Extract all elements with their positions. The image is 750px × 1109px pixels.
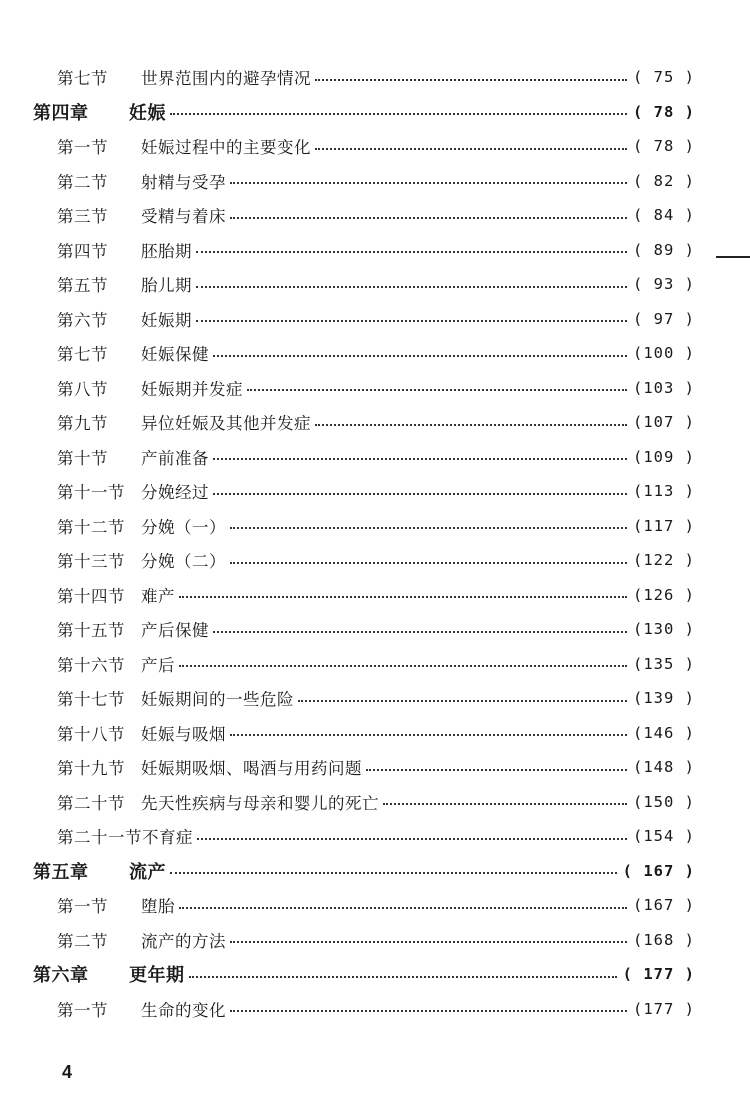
toc-entry-title: 异位妊娠及其他并发症 <box>141 414 311 434</box>
toc-entry-title: 生命的变化 <box>141 1000 226 1020</box>
toc-entry-title: 妊娠与吸烟 <box>141 724 226 744</box>
toc-entry-page: (107 ) <box>633 413 695 432</box>
toc-entry-title: 流产 <box>129 861 166 883</box>
toc-entry-page: (126 ) <box>633 585 695 604</box>
toc-entry-number: 第一节 <box>57 1000 108 1020</box>
toc-entry-page: (139 ) <box>633 689 695 708</box>
toc-entry-page: ( 84 ) <box>633 206 695 225</box>
toc-entry-page: (135 ) <box>633 654 695 673</box>
toc-chapter-row <box>0 854 750 889</box>
toc-entry-title: 不育症 <box>142 828 193 848</box>
dot-leader <box>230 561 627 564</box>
toc-entry-number: 第十一节 <box>57 483 125 503</box>
toc-section-row <box>0 543 750 578</box>
toc-section-row <box>0 681 750 716</box>
toc-entry-title: 产前准备 <box>141 448 209 468</box>
toc-entry-page: ( 97 ) <box>633 309 695 328</box>
dot-leader <box>383 802 627 805</box>
toc-entry-number: 第十节 <box>57 448 108 468</box>
toc-section-row <box>0 371 750 406</box>
dot-leader <box>230 181 627 184</box>
toc-entry-page: ( 177 ) <box>622 965 695 984</box>
toc-entry-number: 第四章 <box>33 102 89 124</box>
toc-entry-number: 第十二节 <box>57 517 125 537</box>
toc-entry-number: 第八节 <box>57 379 108 399</box>
toc-entry-number: 第十三节 <box>57 552 125 572</box>
dot-leader <box>230 733 627 736</box>
toc-section-row <box>0 612 750 647</box>
toc-section-row <box>0 647 750 682</box>
dot-leader <box>213 492 627 495</box>
toc-entry-page: (177 ) <box>633 999 695 1018</box>
toc-entry-page: ( 78 ) <box>633 102 695 121</box>
page-number: 4 <box>62 1062 73 1082</box>
toc-entry-title: 妊娠期 <box>141 310 192 330</box>
toc-section-row <box>0 474 750 509</box>
toc-entry-number: 第二十一节 <box>57 828 142 848</box>
toc-entry-page: (150 ) <box>633 792 695 811</box>
toc-entry-number: 第十五节 <box>57 621 125 641</box>
toc-entry-page: ( 167 ) <box>622 861 695 880</box>
dot-leader <box>298 699 627 702</box>
toc-section-row <box>0 60 750 95</box>
toc-section-row <box>0 785 750 820</box>
dot-leader <box>230 216 627 219</box>
dot-leader <box>247 388 627 391</box>
toc-entry-number: 第十六节 <box>57 655 125 675</box>
toc-entry-page: (122 ) <box>633 551 695 570</box>
toc-section-row <box>0 233 750 268</box>
toc-entry-number: 第七节 <box>57 69 108 89</box>
toc-section-row <box>0 992 750 1027</box>
toc-entry-title: 受精与着床 <box>141 207 226 227</box>
toc-entry-number: 第五节 <box>57 276 108 296</box>
toc-section-row <box>0 440 750 475</box>
toc-entry-number: 第六章 <box>33 965 89 987</box>
dot-leader <box>366 768 627 771</box>
toc-entry-number: 第一节 <box>57 138 108 158</box>
toc-entry-page: (130 ) <box>633 620 695 639</box>
dot-leader <box>315 423 627 426</box>
dot-leader <box>213 457 627 460</box>
toc-section-row <box>0 578 750 613</box>
toc-entry-title: 产后 <box>141 655 175 675</box>
toc-section-row <box>0 819 750 854</box>
toc-entry-page: (146 ) <box>633 723 695 742</box>
toc-section-row <box>0 716 750 751</box>
toc-entry-page: ( 82 ) <box>633 171 695 190</box>
toc-entry-page: ( 78 ) <box>633 137 695 156</box>
toc-entry-title: 先天性疾病与母亲和婴儿的死亡 <box>141 793 379 813</box>
toc-entry-number: 第三节 <box>57 207 108 227</box>
toc-section-row <box>0 405 750 440</box>
toc-entry-title: 分娩（二） <box>141 552 226 572</box>
toc-entry-number: 第五章 <box>33 861 89 883</box>
toc-entry-number: 第七节 <box>57 345 108 365</box>
toc-entry-number: 第九节 <box>57 414 108 434</box>
toc-entry-page: (167 ) <box>633 896 695 915</box>
toc-entry-page: (109 ) <box>633 447 695 466</box>
toc-entry-title: 世界范围内的避孕情况 <box>141 69 311 89</box>
toc-entry-page: (103 ) <box>633 378 695 397</box>
toc-entry-title: 胚胎期 <box>141 241 192 261</box>
toc-chapter-row <box>0 95 750 130</box>
toc-entry-number: 第二十节 <box>57 793 125 813</box>
toc-entry-page: (154 ) <box>633 827 695 846</box>
toc-entry-title: 难产 <box>141 586 175 606</box>
toc-entry-title: 妊娠过程中的主要变化 <box>141 138 311 158</box>
dot-leader <box>179 664 627 667</box>
toc-entry-number: 第十七节 <box>57 690 125 710</box>
toc-entry-number: 第二节 <box>57 931 108 951</box>
toc-entry-page: ( 75 ) <box>633 68 695 87</box>
dot-leader <box>213 354 627 357</box>
toc-entry-title: 妊娠期间的一些危险 <box>141 690 294 710</box>
toc-entry-number: 第二节 <box>57 172 108 192</box>
dot-leader <box>189 975 617 978</box>
toc-section-row <box>0 302 750 337</box>
toc-entry-page: (113 ) <box>633 482 695 501</box>
toc-entry-title: 分娩经过 <box>141 483 209 503</box>
toc-section-row <box>0 888 750 923</box>
dot-leader <box>179 906 627 909</box>
dot-leader <box>179 595 627 598</box>
dot-leader <box>170 871 617 874</box>
toc-chapter-row <box>0 957 750 992</box>
toc-entry-page: (148 ) <box>633 758 695 777</box>
dot-leader <box>230 526 627 529</box>
toc-entry-title: 射精与受孕 <box>141 172 226 192</box>
dot-leader <box>213 630 627 633</box>
dot-leader <box>196 319 627 322</box>
dot-leader <box>315 78 627 81</box>
toc-section-row <box>0 129 750 164</box>
toc-section-row <box>0 923 750 958</box>
toc-entry-page: (117 ) <box>633 516 695 535</box>
toc-entry-number: 第一节 <box>57 897 108 917</box>
toc-entry-title: 妊娠 <box>129 102 166 124</box>
toc-entry-title: 堕胎 <box>141 897 175 917</box>
dot-leader <box>197 837 627 840</box>
toc-entry-title: 流产的方法 <box>141 931 226 951</box>
toc-entry-title: 分娩（一） <box>141 517 226 537</box>
dot-leader <box>170 112 627 115</box>
toc-entry-title: 胎儿期 <box>141 276 192 296</box>
toc-entry-title: 妊娠保健 <box>141 345 209 365</box>
toc-section-row <box>0 164 750 199</box>
dot-leader <box>315 147 627 150</box>
toc-section-row <box>0 198 750 233</box>
dot-leader <box>230 1009 627 1012</box>
toc-entry-page: (100 ) <box>633 344 695 363</box>
dot-leader <box>230 940 627 943</box>
toc-entry-title: 妊娠期吸烟、喝酒与用药问题 <box>141 759 362 779</box>
toc-entry-number: 第四节 <box>57 241 108 261</box>
dot-leader <box>196 285 627 288</box>
toc-section-row <box>0 336 750 371</box>
toc-entry-page: ( 89 ) <box>633 240 695 259</box>
toc-section-row <box>0 750 750 785</box>
table-of-contents <box>0 60 750 1026</box>
margin-pencil-mark <box>716 256 750 258</box>
toc-section-row <box>0 267 750 302</box>
toc-entry-number: 第十四节 <box>57 586 125 606</box>
toc-entry-number: 第十九节 <box>57 759 125 779</box>
toc-entry-page: ( 93 ) <box>633 275 695 294</box>
toc-section-row <box>0 509 750 544</box>
toc-entry-number: 第十八节 <box>57 724 125 744</box>
toc-entry-page: (168 ) <box>633 930 695 949</box>
dot-leader <box>196 250 627 253</box>
toc-entry-title: 更年期 <box>129 965 185 987</box>
toc-entry-number: 第六节 <box>57 310 108 330</box>
toc-entry-title: 产后保健 <box>141 621 209 641</box>
toc-entry-title: 妊娠期并发症 <box>141 379 243 399</box>
